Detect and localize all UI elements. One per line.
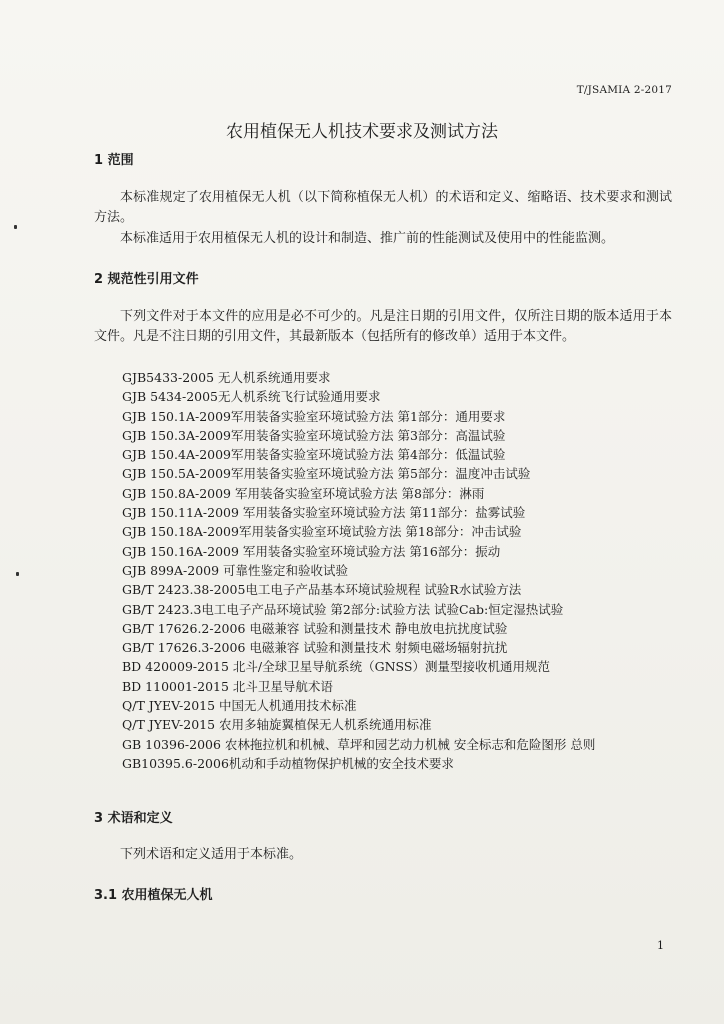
reference-item: GJB 150.3A-2009军用装备实验室环境试验方法 第3部分：高温试验 xyxy=(122,427,506,443)
section-1-paragraph-1: 本标准规定了农用植保无人机（以下简称植保无人机）的术语和定义、缩略语、技术要求和测试方法。 xyxy=(94,190,672,225)
reference-list xyxy=(122,368,595,773)
reference-item: GJB 899A-2009 可靠性鉴定和验收试验 xyxy=(122,562,349,578)
reference-item: GB10395.6-2006机动和手动植物保护机械的安全技术要求 xyxy=(122,755,454,771)
scan-speck xyxy=(16,572,19,576)
reference-item: Q/T JYEV-2015 农用多轴旋翼植保无人机系统通用标准 xyxy=(122,717,432,733)
reference-item: GB/T 2423.38-2005电工电子产品基本环境试验规程 试验R水试验方法 xyxy=(122,582,522,598)
reference-item: GJB 150.8A-2009 军用装备实验室环境试验方法 第8部分：淋雨 xyxy=(122,485,485,501)
section-3-paragraph-1: 下列术语和定义适用于本标准。 xyxy=(120,847,303,862)
reference-item: GJB 150.4A-2009军用装备实验室环境试验方法 第4部分：低温试验 xyxy=(122,447,506,463)
document-title: 农用植保无人机技术要求及测试方法 xyxy=(226,122,498,142)
reference-item: BD 420009-2015 北斗/全球卫星导航系统（GNSS）测量型接收机通用规范 xyxy=(122,659,550,675)
section-3-heading: 3 术语和定义 xyxy=(94,811,173,826)
section-2-heading: 2 规范性引用文件 xyxy=(94,272,199,287)
reference-item: GJB 150.11A-2009 军用装备实验室环境试验方法 第11部分：盐雾试验 xyxy=(122,505,526,521)
section-1-paragraph-2: 本标准适用于农用植保无人机的设计和制造、推广前的性能测试及使用中的性能监测。 xyxy=(120,231,615,246)
reference-item: GB 10396-2006 农林拖拉机和机械、草坪和园艺动力机械 安全标志和危险图形 总则 xyxy=(122,736,596,752)
reference-item: GJB5433-2005 无人机系统通用要求 xyxy=(122,370,331,385)
reference-item: GB/T 17626.3-2006 电磁兼容 试验和测量技术 射频电磁场辐射抗扰 xyxy=(122,640,508,656)
page-number: 1 xyxy=(657,939,664,952)
reference-item: BD 110001-2015 北斗卫星导航术语 xyxy=(122,678,333,694)
section-2-paragraph-1: 下列文件对于本文件的应用是必不可少的。凡是注日期的引用文件，仅所注日期的版本适用于本文件。凡是不注日期的引用文件，其最新版本（包括所有的修改单）适用于本文件。 xyxy=(94,309,672,344)
reference-item: GJB 150.18A-2009军用装备实验室环境试验方法 第18部分：冲击试验 xyxy=(122,524,522,540)
reference-item: GJB 150.1A-2009军用装备实验室环境试验方法 第1部分：通用要求 xyxy=(122,408,506,424)
reference-item: GJB 5434-2005无人机系统飞行试验通用要求 xyxy=(122,389,381,405)
reference-item: GJB 150.16A-2009 军用装备实验室环境试验方法 第16部分：振动 xyxy=(122,543,501,559)
scan-speck xyxy=(14,225,17,229)
section-1-heading: 1 范围 xyxy=(94,153,134,168)
section-3-1-heading: 3.1 农用植保无人机 xyxy=(94,888,213,903)
reference-item: GB/T 17626.2-2006 电磁兼容 试验和测量技术 静电放电抗扰度试验 xyxy=(122,620,508,636)
document-code: T/JSAMIA 2-2017 xyxy=(576,84,672,96)
reference-item: GJB 150.5A-2009军用装备实验室环境试验方法 第5部分：温度冲击试验 xyxy=(122,466,531,482)
reference-item: Q/T JYEV-2015 中国无人机通用技术标准 xyxy=(122,698,357,714)
reference-item: GB/T 2423.3电工电子产品环境试验 第2部分:试验方法 试验Cab:恒定湿热试验 xyxy=(122,601,564,617)
